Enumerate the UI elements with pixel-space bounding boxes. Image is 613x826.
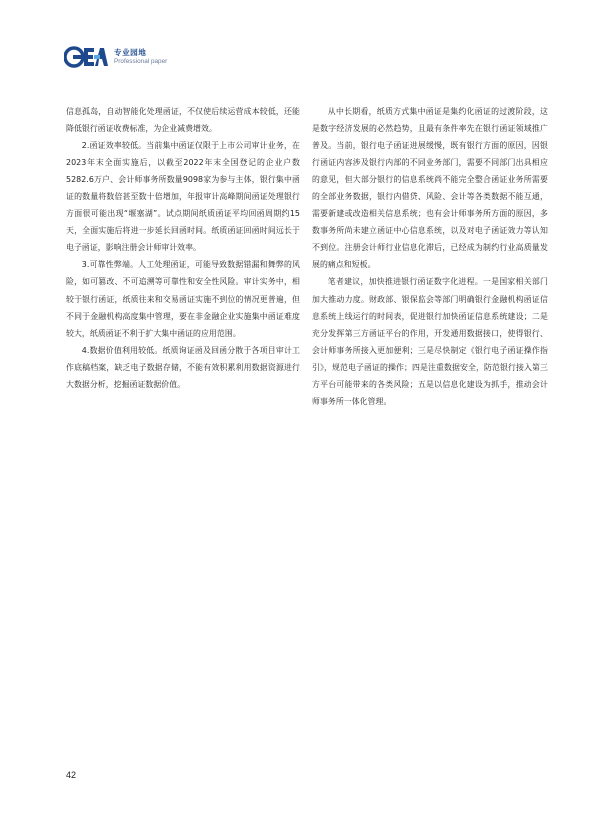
section-title-en: Professional paper [114, 57, 168, 65]
journal-logo-icon [64, 46, 108, 68]
right-column [312, 103, 548, 410]
page-number: 42 [66, 770, 77, 780]
section-title-cn: 专业园地 [114, 47, 147, 57]
left-column [66, 103, 300, 393]
paragraph: 4.数据价值利用较低。纸质询证函及回函分散于各项目审计工作底稿档案，缺乏电子数据存储，不能有效积累利用数据资源进行大数据分析，挖掘函证数据价值。 [66, 345, 300, 389]
paragraph: 3.可靠性弊端。人工处理函证，可能导致数据错漏和舞弊的风险，如可篡改、不可追溯等可靠性和安全性风险。审计实务中，相较于银行函证，纸质往来和交易函证实施不到位的情况更普遍，但不同于金融机构高度集中管理，要在非金融企业实施集中函证难度较大，纸质函证不利于扩大集中函证的应用范围。 [66, 260, 300, 338]
page-header [64, 44, 167, 70]
paragraph: 2.函证效率较低。当前集中函证仅限于上市公司审计业务，在2023年末全面实施后，以截至2022年末全国登记的企业户数5282.6万户、会计师事务所数量9098家为参与主体，银行集中函证的数量将数倍甚至数十倍增加，年报审计高峰期间函证处理银行方面很可能出现“堰塞湖”。试点期间纸质函证平均回函周期约15天，全面实施后将进一步延长回函时间。纸质函证回函时间远长于电子函证，影响注册会计师审计效率。 [66, 141, 300, 253]
paragraph: 笔者建议，加快推进银行函证数字化进程。一是国家相关部门加大推动力度。财政部、银保监会等部门明确银行金融机构函证信息系统上线运行的时间表，促进银行加快函证信息系统建设；二是充分发挥第三方函证平台的作用，开发通用数据接口，使得银行、会计师事务所接入更加便利；三是尽快制定《银行电子函证操作指引》，规范电子函证的操作；四是注重数据安全，防范银行接入第三方平台可能带来的各类风险；五是以信息化建设为抓手，推动会计师事务所一体化管理。 [312, 277, 548, 406]
paragraph: 信息孤岛，自动智能化处理函证，不仅使后续运营成本较低，还能降低银行函证收费标准，为企业减费增效。 [66, 107, 300, 134]
paragraph: 从中长期看，纸质方式集中函证是集约化函证的过渡阶段，这是数字经济发展的必然趋势，且最有条件率先在银行函证领域推广普及。当前，银行电子函证进展缓慢，既有银行方面的原因，因银行函证内容涉及银行内部的不同业务部门，需要不同部门出具相应的意见，但大部分银行的信息系统尚不能完全整合函证业务所需要的全部业务数据，银行内借贷、风险、会计等各类数据不能互通，需要新建或改造相关信息系统；也有会计师事务所方面的原因，多数事务所尚未建立函证中心信息系统，以及对电子函证效力等认知不到位。注册会计师行业信息化滞后，已经成为制约行业高质量发展的痛点和短板。 [312, 107, 548, 270]
